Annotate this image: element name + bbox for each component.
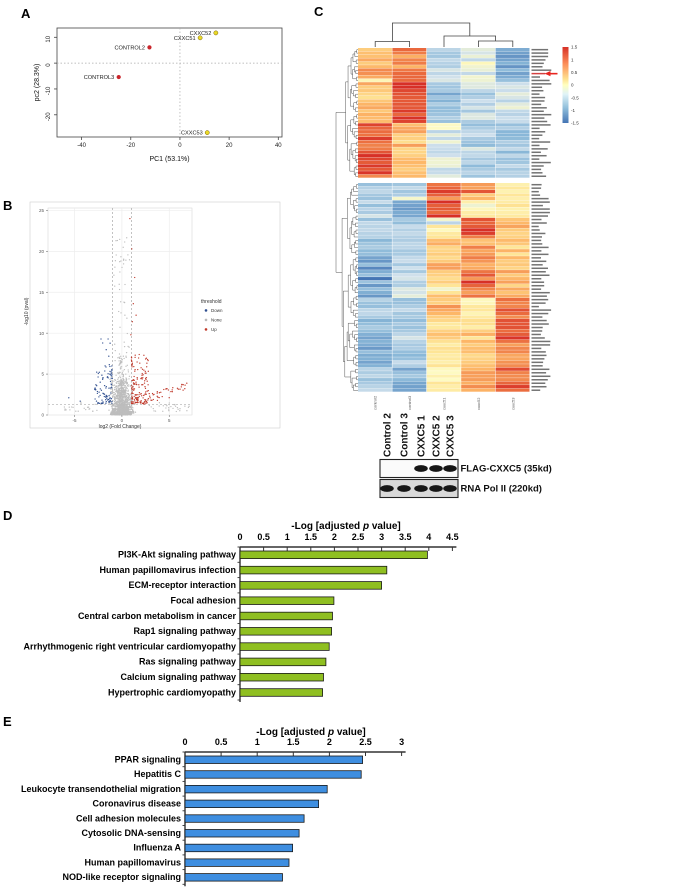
bar — [185, 874, 283, 882]
heatmap-cells — [358, 48, 530, 392]
volcano-legend-title: threshold — [201, 299, 222, 305]
pca-point — [214, 31, 218, 35]
pca-y-axis-title: pc2 (28.3%) — [34, 63, 41, 102]
blot-band — [397, 485, 411, 492]
heatmap-col-label: cxxc53 — [510, 397, 516, 410]
pca-point-label: CONTROL3 — [83, 75, 115, 82]
bar — [185, 771, 361, 779]
category-label: Hepatitis C — [133, 769, 181, 780]
pca-ytick-label: 0 — [46, 63, 52, 67]
category-label: ECM-receptor interaction — [128, 580, 236, 591]
colorbar-tick-label: 1 — [571, 57, 574, 63]
colorbar-tick-label: 0 — [571, 82, 574, 88]
kegg-bar-chart-e-tick-label: 0.5 — [214, 737, 228, 747]
category-label: Coronavirus disease — [92, 798, 181, 809]
pca-point-label: CONTROL2 — [114, 45, 145, 52]
kegg-bar-chart-d-tick-label: 1.5 — [304, 532, 318, 542]
kegg-bar-chart-d-tick-label: 4 — [426, 532, 432, 542]
heatmap-row-labels — [532, 49, 552, 391]
bar — [240, 597, 334, 605]
pca-ytick-label: -10 — [46, 86, 52, 96]
blot-lane-label: CXXC5 1 — [416, 415, 428, 457]
volcano-xtick-label: -5 — [72, 418, 77, 423]
heatmap-colorbar — [563, 45, 580, 126]
volcano-legend-label: None — [211, 317, 222, 323]
bar — [185, 815, 304, 823]
bar — [240, 673, 324, 681]
kegg-bar-chart-d-tick-label: 0 — [237, 532, 243, 542]
panel-label-b: B — [3, 198, 13, 213]
colorbar-tick-label: 0.5 — [571, 69, 578, 75]
bar — [240, 566, 387, 574]
blot-lane-label: Control 3 — [399, 413, 411, 457]
kegg-bar-chart-d-tick-label: 0.5 — [257, 532, 270, 542]
blot-band — [443, 485, 457, 492]
category-label: PPAR signaling — [114, 754, 181, 765]
kegg-bar-chart-e-tick-label: 1 — [254, 737, 260, 747]
kegg-bar-chart-e-title: -Log [adjusted p value] — [256, 727, 366, 738]
volcano-plot — [24, 202, 280, 430]
bar — [185, 830, 299, 838]
volcano-legend-marker — [205, 319, 208, 322]
panel-label-c: C — [314, 4, 324, 19]
heatmap-col-labels — [373, 395, 516, 410]
blot-band — [414, 465, 428, 472]
pca-point — [147, 45, 151, 49]
blot-band — [429, 485, 443, 492]
pca-point — [117, 75, 121, 79]
pca-xtick-label: -20 — [126, 143, 136, 149]
colorbar-gradient — [563, 47, 569, 123]
pca-xtick-label: 20 — [225, 143, 233, 149]
blot-band — [380, 485, 394, 492]
volcano-legend-marker — [205, 328, 208, 331]
category-label: Rap1 signaling pathway — [133, 626, 236, 637]
row-dendrogram — [336, 50, 358, 391]
pca-point-label: CXXC53 — [180, 130, 203, 137]
volcano-xtick-label: 5 — [168, 418, 171, 423]
pca-ytick-label: 10 — [46, 35, 52, 43]
pca-x-axis-title: PC1 (53.1%) — [149, 156, 190, 163]
kegg-bar-chart-e-tick-label: 1.5 — [287, 737, 300, 747]
blot-lane-label: Control 2 — [382, 413, 394, 457]
blot-band — [429, 465, 443, 472]
volcano-legend-label: Up — [211, 327, 217, 332]
category-label: Hypertrophic cardiomyopathy — [107, 687, 236, 698]
panel-label-e: E — [3, 714, 12, 729]
blot-label: FLAG-CXXC5 (35kd) — [460, 463, 552, 475]
category-label: Human papillomavirus infection — [99, 564, 236, 575]
volcano-y-axis-title: -log10 (pval) — [24, 297, 30, 326]
heatmap-col-label: cxxc51 — [441, 397, 447, 410]
volcano-legend-label: Down — [211, 308, 223, 313]
category-label: Human papillomavirus — [84, 857, 181, 868]
bar — [240, 658, 326, 666]
blot-band — [414, 485, 428, 492]
bar — [240, 628, 332, 636]
kegg-bar-chart-d-title: -Log [adjusted p value] — [291, 521, 401, 532]
kegg-bar-chart-d-tick-label: 2.5 — [351, 532, 365, 542]
colorbar-tick-label: -0.5 — [571, 95, 579, 101]
colorbar-tick-label: -1.5 — [571, 120, 579, 126]
volcano-ytick-label: 5 — [41, 371, 44, 377]
category-label: Arrhythmogenic right ventricular cardiomyopathy — [23, 641, 236, 652]
kegg-bar-chart-d-tick-label: 3 — [379, 532, 385, 542]
bar — [240, 612, 333, 620]
kegg-bar-chart-d — [23, 521, 458, 702]
volcano-legend-marker — [205, 309, 208, 312]
volcano-x-axis-title: log2 (Fold Change) — [98, 424, 142, 430]
bar — [185, 844, 293, 852]
colorbar-tick-label: 1.5 — [571, 44, 578, 50]
pca-xtick-label: -40 — [77, 143, 86, 149]
bar — [185, 800, 319, 808]
column-dendrogram — [375, 23, 513, 47]
pca-plot-frame — [57, 28, 282, 137]
kegg-bar-chart-e-tick-label: 0 — [182, 737, 188, 747]
volcano-ytick-label: 25 — [38, 208, 44, 214]
heatmap-panel — [336, 23, 579, 498]
kegg-bar-chart-e-tick-label: 3 — [399, 737, 405, 747]
kegg-bar-chart-e-tick-label: 2.5 — [359, 737, 372, 747]
kegg-bar-chart-e — [21, 727, 406, 886]
bar — [240, 582, 382, 590]
category-label: NOD-like receptor signaling — [62, 872, 181, 883]
pca-point — [205, 131, 209, 135]
panel-label-d: D — [3, 508, 13, 523]
category-label: Central carbon metabolism in cancer — [77, 610, 236, 621]
blot-lane-label: CXXC5 2 — [431, 415, 443, 457]
category-label: Cytosolic DNA-sensing — [81, 828, 181, 838]
colorbar-tick-label: -1 — [571, 107, 576, 113]
kegg-bar-chart-d-tick-label: 3.5 — [398, 532, 412, 542]
pca-xtick-label: 0 — [178, 143, 182, 149]
pca-xtick-label: 40 — [274, 143, 282, 149]
blot-band — [443, 465, 457, 472]
volcano-ytick-label: 15 — [38, 289, 44, 295]
western-blot — [380, 413, 552, 498]
bar — [240, 551, 427, 559]
category-label: Influenza A — [133, 842, 181, 853]
pca-plot — [34, 28, 282, 163]
pca-ytick-label: -20 — [46, 112, 52, 122]
volcano-ytick-label: 0 — [41, 412, 44, 418]
category-label: PI3K-Akt signaling pathway — [117, 549, 236, 560]
bar — [185, 859, 289, 867]
category-label: Calcium signaling pathway — [120, 672, 236, 682]
bar — [185, 785, 327, 793]
category-label: Cell adhesion molecules — [75, 813, 181, 824]
blot-lane-label: CXXC5 3 — [445, 415, 457, 457]
category-label: Ras signaling pathway — [138, 656, 236, 667]
category-label: Focal adhesion — [170, 595, 236, 606]
pca-point-label: CXXC52 — [189, 30, 212, 37]
kegg-bar-chart-e-tick-label: 2 — [326, 737, 332, 747]
kegg-bar-chart-d-tick-label: 4.5 — [446, 532, 459, 542]
blot-label: RNA Pol II (220kd) — [460, 483, 542, 495]
category-label: Leukocyte transendothelial migration — [20, 783, 181, 794]
panel-label-a: A — [21, 6, 31, 21]
heatmap-col-label: cxxc52 — [475, 397, 481, 410]
bar — [240, 643, 329, 651]
bar — [240, 689, 323, 697]
volcano-ytick-label: 10 — [38, 330, 44, 336]
heatmap-col-label: control3 — [407, 395, 413, 410]
kegg-bar-chart-d-tick-label: 1 — [284, 532, 290, 542]
kegg-bar-chart-d-tick-label: 2 — [331, 532, 337, 542]
pca-point-label: CXXC51 — [173, 35, 196, 42]
marked-row-arrow-icon — [545, 71, 558, 76]
volcano-xtick-label: 0 — [120, 418, 124, 423]
bar — [185, 756, 363, 764]
heatmap-col-label: control2 — [372, 395, 378, 410]
volcano-ytick-label: 20 — [38, 248, 44, 254]
